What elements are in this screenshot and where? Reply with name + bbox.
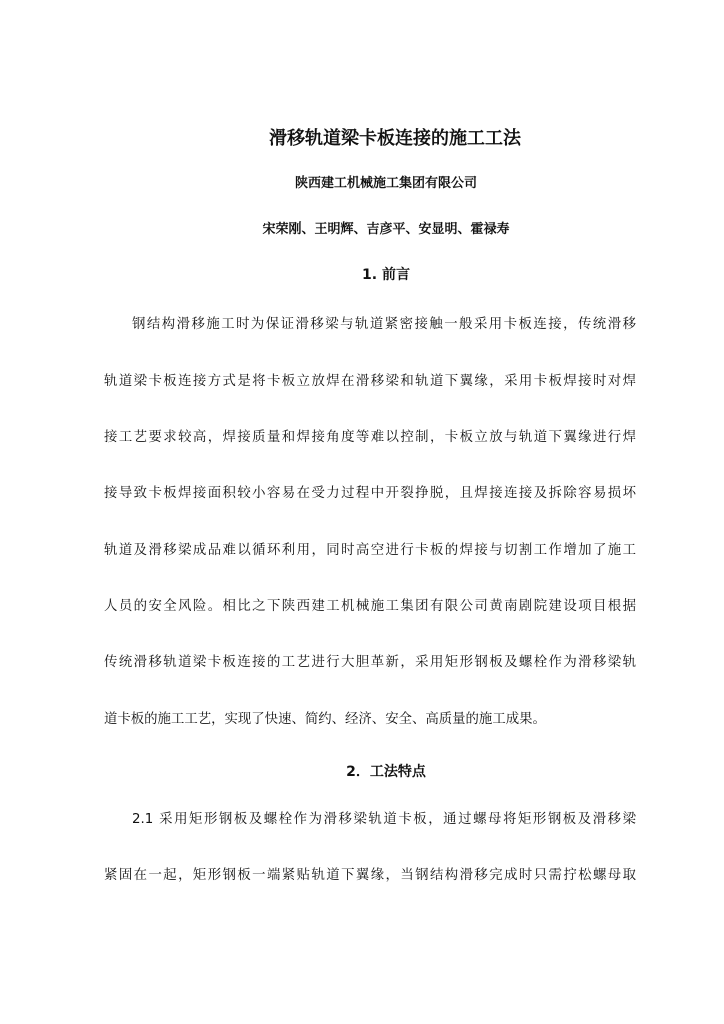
- paragraph-line: 轨道梁卡板连接方式是将卡板立放焊在滑移梁和轨道下翼缘，采用卡板焊接时对焊: [104, 374, 636, 389]
- paragraph-line: 接工艺要求较高，焊接质量和焊接角度等难以控制，卡板立放与轨道下翼缘进行焊: [104, 430, 636, 445]
- author-list: 宋荣刚、王明辉、吉彦平、安显明、霍禄寿: [262, 222, 510, 237]
- paragraph-line: 轨道及滑移梁成品难以循环利用，同时高空进行卡板的焊接与切割工作增加了施工: [104, 543, 636, 558]
- section-heading-features: 2．工法特点: [346, 764, 426, 780]
- company-name: 陕西建工机械施工集团有限公司: [294, 176, 477, 191]
- paragraph-line: 人员的安全风险。相比之下陕西建工机械施工集团有限公司黄南剧院建设项目根据: [104, 599, 636, 614]
- paragraph-line: 道卡板的施工工艺，实现了快速、简约、经济、安全、高质量的施工成果。: [104, 712, 546, 727]
- paragraph-line: 钢结构滑移施工时为保证滑移梁与轨道紧密接触一般采用卡板连接，传统滑移: [132, 317, 636, 332]
- paragraph-line: 接导致卡板焊接面积较小容易在受力过程中开裂挣脱，且焊接连接及拆除容易损坏: [104, 486, 636, 501]
- document-title: 滑移轨道梁卡板连接的施工工法: [269, 128, 521, 149]
- paragraph-line: 传统滑移轨道梁卡板连接的工艺进行大胆革新，采用矩形钢板及螺栓作为滑移梁轨: [104, 655, 636, 670]
- section-heading-preface: 1. 前言: [362, 267, 410, 283]
- paragraph-line: 2.1 采用矩形钢板及螺栓作为滑移梁轨道卡板，通过螺母将矩形钢板及滑移梁: [132, 812, 636, 827]
- paragraph-line: 紧固在一起，矩形钢板一端紧贴轨道下翼缘，当钢结构滑移完成时只需拧松螺母取: [104, 868, 636, 883]
